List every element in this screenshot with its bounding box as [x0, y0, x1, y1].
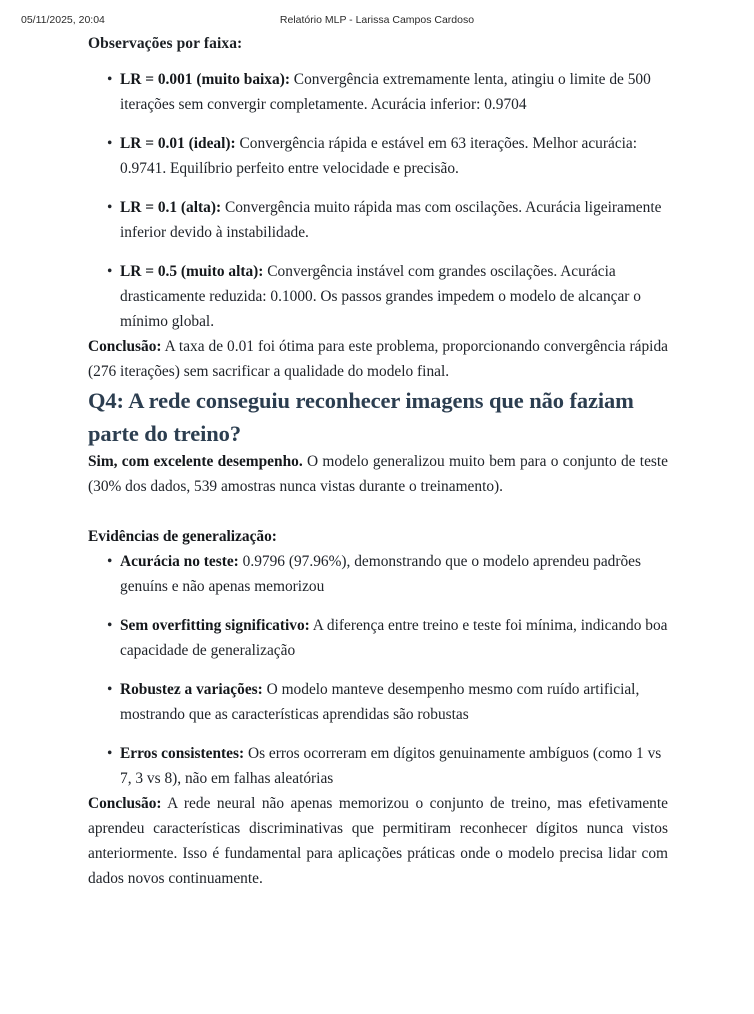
list-item-label: LR = 0.5 (muito alta): — [120, 263, 264, 281]
section-observacoes — [88, 33, 668, 385]
list-item-text: 0.9796 (97.96%), demonstrando que o modelo aprendeu padrões genuíns e não apenas memorizou — [120, 553, 642, 596]
conclusion-label: Conclusão: — [88, 338, 162, 356]
print-header — [0, 12, 754, 28]
list-item — [88, 678, 668, 728]
q4-answer-text: O modelo generalizou muito bem para o conjunto de teste (30% dos dados, 539 amostras nunca vistas durante o treinamento). — [88, 453, 668, 496]
section-q4 — [88, 385, 668, 892]
bullet-dot-icon: • — [107, 199, 113, 217]
list-item-text: O modelo manteve desempenho mesmo com ruído artificial, mostrando que as características aprendidas são robustas — [120, 680, 640, 723]
list-item-label: Robustez a variações: — [120, 680, 263, 698]
list-item-text: Convergência muito rápida mas com oscilações. Acurácia ligeiramente inferior devido à instabilidade. — [120, 199, 662, 242]
list-item-text: Convergência extremamente lenta, atingiu o limite de 500 iterações sem convergir completamente. Acurácia inferior: 0.9704 — [120, 71, 651, 114]
bullet-dot-icon: • — [107, 680, 113, 698]
list-item — [88, 742, 668, 792]
list-item-label: Erros consistentes: — [120, 744, 245, 762]
observacoes-heading: Observações por faixa: — [88, 35, 243, 52]
q4-answer-label: Sim, com excelente desempenho. — [88, 453, 303, 471]
bullet-dot-icon: • — [107, 553, 113, 571]
observacoes-conclusion — [88, 335, 668, 385]
list-item-label: LR = 0.001 (muito baixa): — [120, 71, 290, 89]
list-item-text: Convergência rápida e estável em 63 iterações. Melhor acurácia: 0.9741. Equilíbrio perfeito entre velocidade e precisão. — [120, 135, 638, 178]
list-item — [88, 260, 668, 335]
observacoes-bullet-list — [88, 68, 668, 335]
bullet-dot-icon: • — [107, 616, 113, 634]
print-header-timestamp: 05/11/2025, 20:04 — [21, 14, 105, 26]
list-item — [88, 614, 668, 664]
bullet-dot-icon: • — [107, 744, 113, 762]
list-item — [88, 132, 668, 182]
q4-evidence-heading: Evidências de generalização: — [88, 528, 277, 546]
q4-heading: Q4: A rede conseguiu reconhecer imagens que não faziam parte do treino? — [88, 387, 634, 446]
list-item-text: Convergência instável com grandes oscilações. Acurácia drasticamente reduzida: 0.1000. Os passos grandes impedem o modelo de alcançar o mínimo global. — [120, 263, 641, 331]
bullet-dot-icon: • — [107, 71, 113, 89]
conclusion-label: Conclusão: — [88, 794, 162, 812]
list-item — [88, 550, 668, 600]
list-item — [88, 68, 668, 118]
list-item-label: Acurácia no teste: — [120, 553, 239, 571]
conclusion-text: A taxa de 0.01 foi ótima para este problema, proporcionando convergência rápida (276 iterações) sem sacrificar a qualidade do modelo final. — [88, 338, 668, 380]
conclusion-text: A rede neural não apenas memorizou o conjunto de treino, mas efetivamente aprendeu características discriminativas que permitiram reconhecer dígitos nunca vistos anteriormente. Isso é fundamental para aplicações práticas onde o modelo precisa lidar com dados novos continuamente. — [88, 794, 668, 887]
document-body — [88, 33, 668, 892]
list-item-label: Sem overfitting significativo: — [120, 616, 310, 634]
list-item-text: Os erros ocorreram em dígitos genuinamente ambíguos (como 1 vs 7, 3 vs 8), não em falhas aleatórias — [120, 744, 662, 787]
q4-conclusion — [88, 792, 668, 892]
print-header-title: Relatório MLP - Larissa Campos Cardoso — [279, 14, 475, 26]
list-item-label: LR = 0.01 (ideal): — [120, 135, 236, 153]
bullet-dot-icon: • — [107, 135, 113, 153]
list-item — [88, 196, 668, 246]
q4-evidence-bullet-list — [88, 550, 668, 792]
list-item-text: A diferença entre treino e teste foi mínima, indicando boa capacidade de generalização — [120, 616, 668, 659]
q4-answer-paragraph — [88, 450, 668, 500]
list-item-label: LR = 0.1 (alta): — [120, 199, 222, 217]
bullet-dot-icon: • — [107, 263, 113, 281]
